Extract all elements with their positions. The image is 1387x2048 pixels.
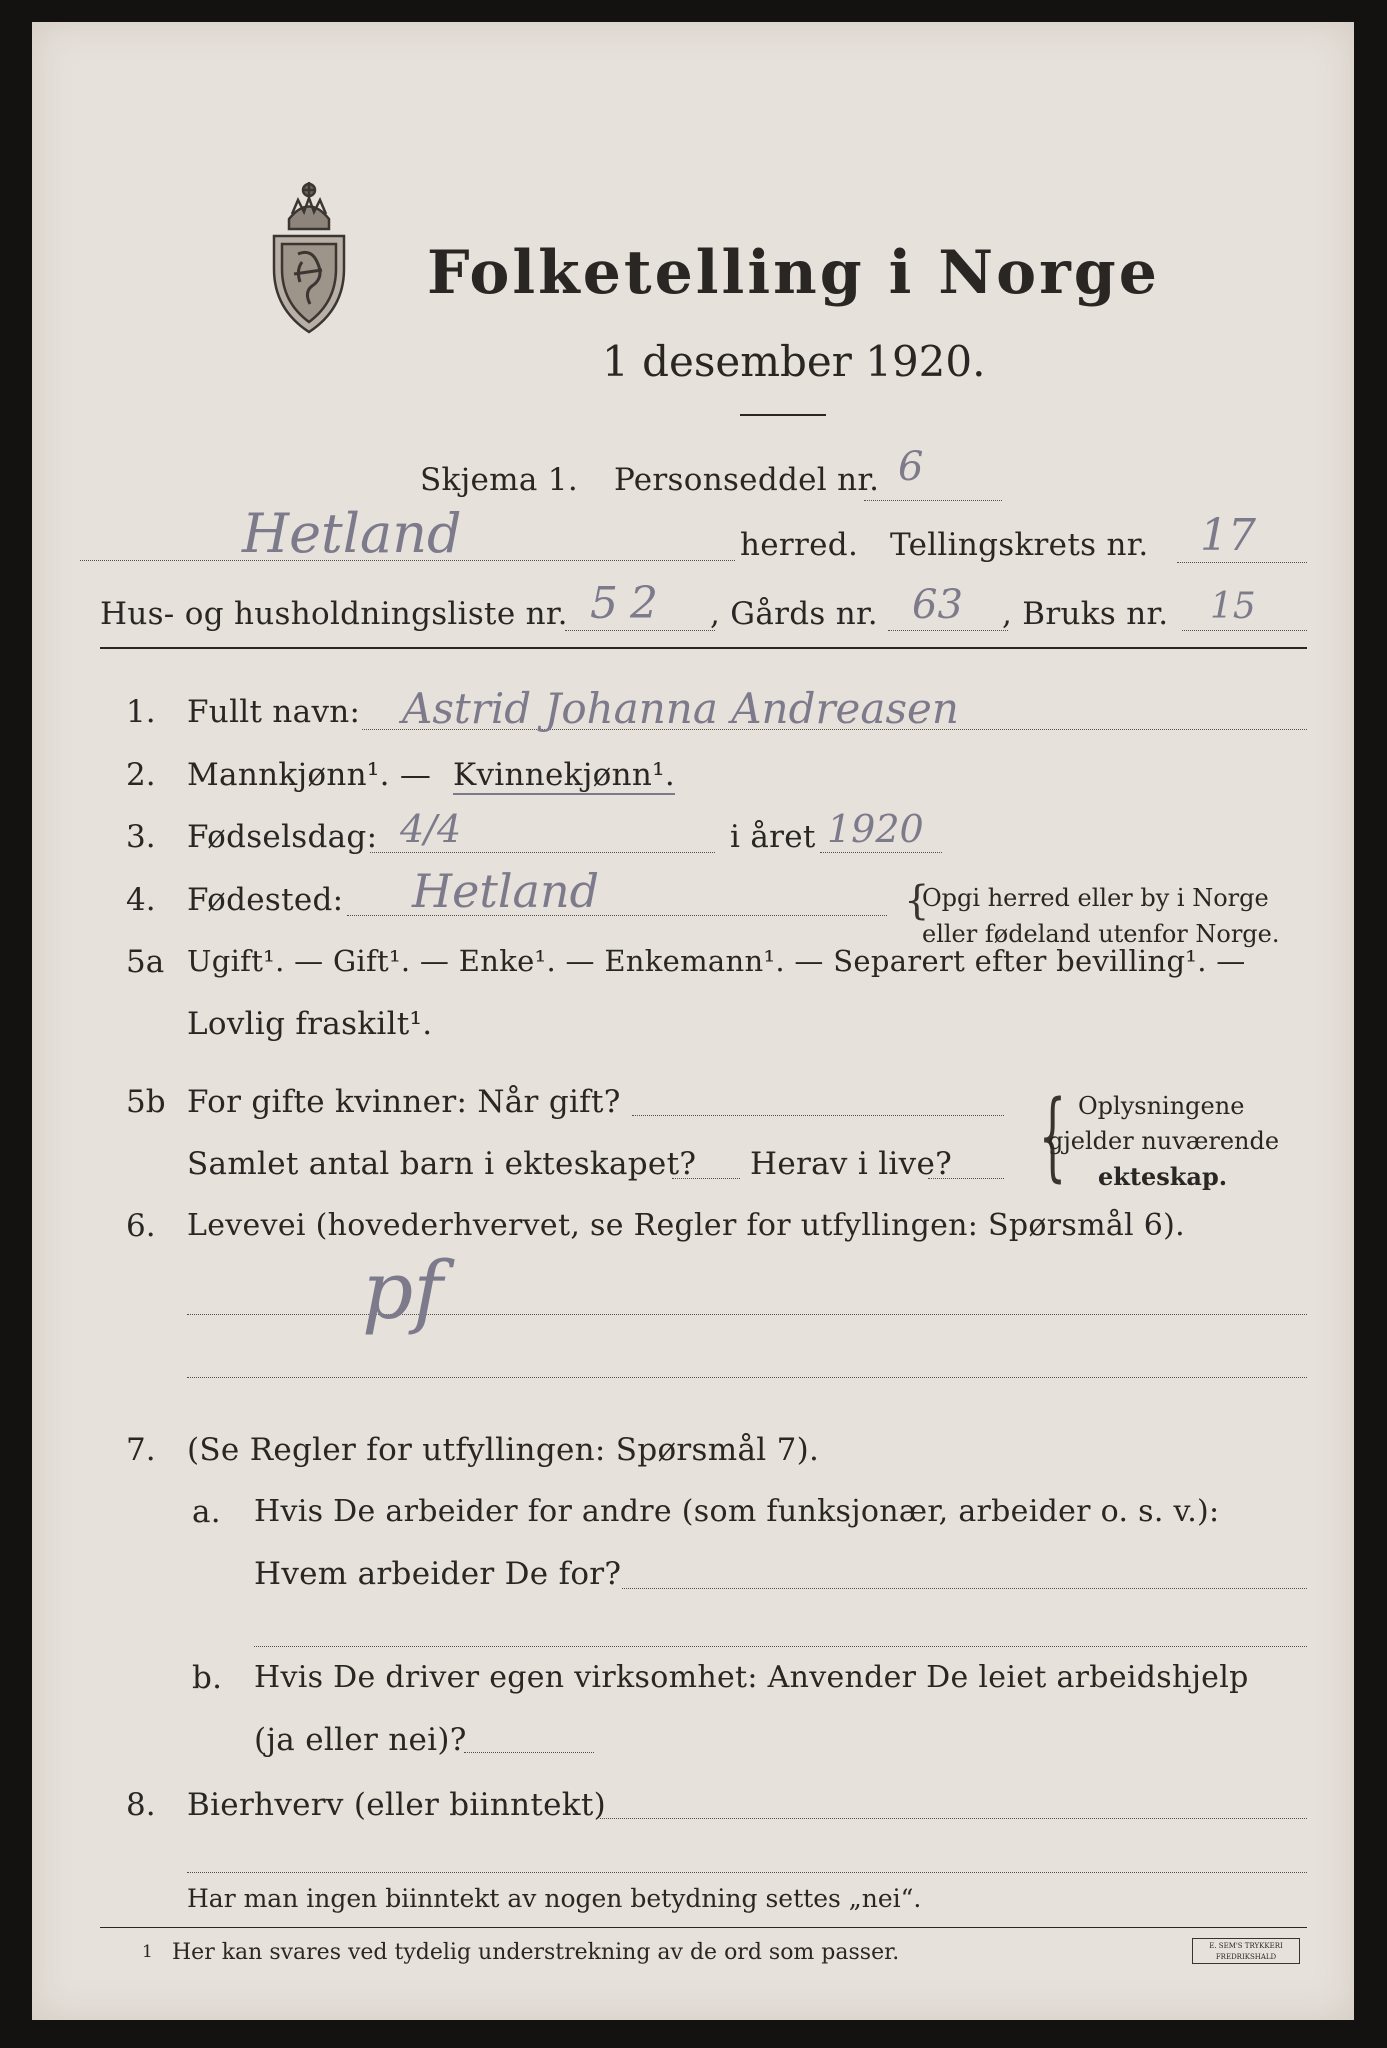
q7a-line1: Hvis De arbeider for andre (som funksjonær, arbeider o. s. v.):: [254, 1494, 1220, 1529]
occupation-field-1[interactable]: [187, 1314, 1307, 1315]
employer-field-2[interactable]: [254, 1646, 1307, 1647]
footnote-text: Her kan svares ved tydelig understrekning av de ord som passer.: [172, 1940, 900, 1965]
q7-label: (Se Regler for utfyllingen: Spørsmål 7).: [187, 1432, 820, 1468]
q6-label: Levevei (hovederhvervet, se Regler for utfyllingen: Spørsmål 6).: [187, 1208, 1185, 1243]
q7a-letter: a.: [192, 1494, 221, 1530]
birth-year-value: 1920: [827, 807, 924, 851]
q5b-note-brace: {: [1038, 1080, 1067, 1192]
census-form-sheet: [32, 22, 1354, 2020]
q1-label: Fullt navn:: [187, 694, 361, 730]
q6-number: 6.: [126, 1208, 156, 1244]
children-total-field[interactable]: [672, 1178, 740, 1179]
q4-note-line1: Opgi herred eller by i Norge: [922, 884, 1269, 912]
bruks-field[interactable]: [1182, 630, 1307, 631]
q3-number: 3.: [126, 819, 156, 855]
herred-label: herred.: [740, 527, 859, 563]
header-divider: [100, 647, 1307, 649]
side-income-field-2[interactable]: [187, 1872, 1307, 1873]
q7-number: 7.: [126, 1432, 156, 1468]
hus-field[interactable]: [565, 630, 715, 631]
side-income-field-1[interactable]: [600, 1818, 1307, 1819]
q5b-line2b: Herav i live?: [750, 1146, 953, 1182]
gards-value: 63: [912, 582, 963, 628]
q5a-number: 5a: [126, 944, 165, 980]
q5b-note-line3: ekteskap.: [1098, 1162, 1228, 1191]
bruks-label: , Bruks nr.: [1002, 596, 1169, 632]
children-alive-field[interactable]: [928, 1178, 1004, 1179]
personseddel-field[interactable]: [864, 500, 1002, 501]
gards-field[interactable]: [888, 630, 1008, 631]
q4-note-brace: {: [904, 878, 930, 924]
footnote-mark: 1: [142, 1942, 153, 1962]
q4-label: Fødested:: [187, 882, 344, 918]
bruks-value: 15: [1210, 586, 1256, 627]
footnote-divider: [100, 1927, 1307, 1928]
q4-note-line2: eller fødeland utenfor Norge.: [922, 920, 1280, 948]
q7a-line2: Hvem arbeider De for?: [254, 1556, 622, 1592]
tellingskrets-label: Tellingskrets nr.: [890, 527, 1149, 563]
hired-help-field[interactable]: [464, 1752, 594, 1753]
q2-option-female[interactable]: Kvinnekjønn¹.: [453, 757, 676, 793]
q5b-note-line2: gjelder nuværende: [1048, 1127, 1280, 1155]
q8-label: Bierhverv (eller biinntekt): [187, 1787, 607, 1823]
q8-number: 8.: [126, 1787, 156, 1823]
q5b-number: 5b: [126, 1084, 166, 1120]
q2-option-male[interactable]: Mannkjønn¹. —: [187, 757, 432, 793]
gards-label: , Gårds nr.: [710, 596, 878, 632]
q8-note: Har man ingen biinntekt av nogen betydning settes „nei“.: [187, 1884, 922, 1913]
personseddel-value: 6: [898, 444, 924, 490]
q3-year-label: i året: [730, 819, 816, 855]
norway-coat-of-arms-icon: [264, 174, 354, 334]
q1-number: 1.: [126, 694, 156, 730]
q4-number: 4.: [126, 882, 156, 918]
q7b-line1: Hvis De driver egen virksomhet: Anvender De leiet arbeidshjelp: [254, 1660, 1249, 1695]
hus-value: 52: [590, 578, 670, 629]
birthday-value: 4/4: [400, 807, 462, 851]
q3-label: Fødselsdag:: [187, 819, 378, 855]
q5b-note-line1: Oplysningene: [1078, 1092, 1245, 1120]
herred-value: Hetland: [242, 502, 462, 565]
married-when-field[interactable]: [632, 1115, 1004, 1116]
q5a-options-line2[interactable]: Lovlig fraskilt¹.: [187, 1006, 433, 1042]
q7b-letter: b.: [192, 1660, 223, 1696]
q5b-line1: For gifte kvinner: Når gift?: [187, 1084, 621, 1120]
occupation-field-2[interactable]: [187, 1377, 1307, 1378]
form-title: Folketelling i Norge: [427, 238, 1160, 308]
tellingskrets-value: 17: [1200, 510, 1256, 561]
personseddel-label: Personseddel nr.: [614, 462, 880, 498]
q7b-line2: (ja eller nei)?: [254, 1722, 467, 1758]
q5b-line2a: Samlet antal barn i ekteskapet?: [187, 1146, 697, 1182]
form-subtitle: 1 desember 1920.: [602, 337, 986, 386]
hus-label: Hus- og husholdningsliste nr.: [100, 596, 568, 632]
birthplace-value: Hetland: [412, 864, 600, 918]
q5a-options-line1[interactable]: Ugift¹. — Gift¹. — Enke¹. — Enkemann¹. — Separert efter bevilling¹. —: [187, 944, 1246, 978]
employer-field-1[interactable]: [622, 1588, 1307, 1589]
skjema-label: Skjema 1.: [420, 462, 578, 498]
q2-number: 2.: [126, 757, 156, 793]
title-divider: [740, 414, 826, 416]
printer-stamp-text: E. SEM'S TRYKKERI FREDRIKSHALD: [1209, 1942, 1283, 1961]
printer-stamp: [1192, 1938, 1300, 1964]
full-name-value: Astrid Johanna Andreasen: [402, 684, 959, 733]
occupation-value: pf: [362, 1244, 443, 1337]
tellingskrets-field[interactable]: [1177, 562, 1307, 563]
birth-year-field[interactable]: [820, 852, 942, 853]
birthday-field[interactable]: [370, 852, 715, 853]
